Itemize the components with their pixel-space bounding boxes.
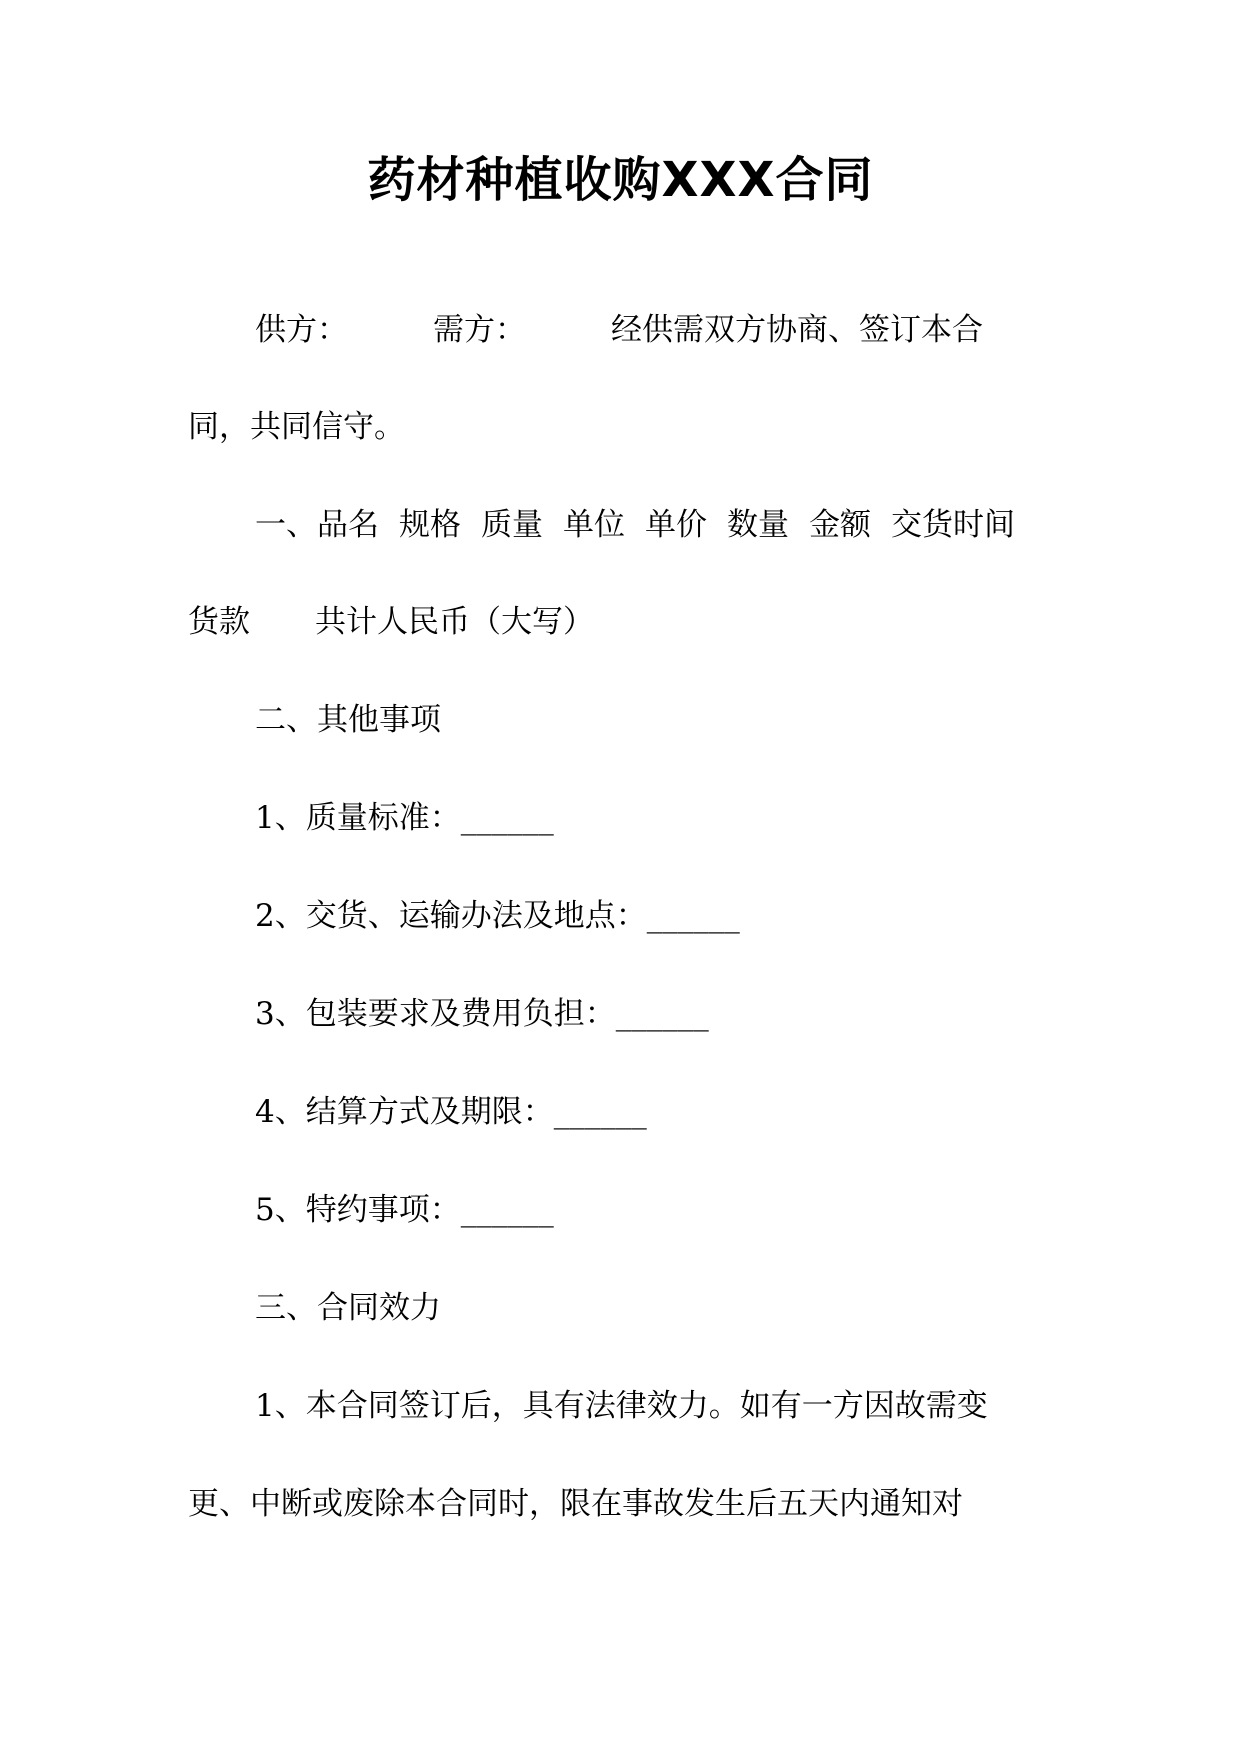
supplier-label: 供方： <box>255 312 348 348</box>
section2-item: 5、特约事项：______ <box>255 1192 554 1228</box>
section2-item: 4、结算方式及期限：______ <box>255 1094 647 1130</box>
section2-heading: 二、其他事项 <box>255 702 441 738</box>
payment-row <box>188 602 594 642</box>
section2-item: 1、质量标准：______ <box>255 800 554 836</box>
intro-line-2: 同，共同信守。 <box>188 409 405 445</box>
column-label: 单位 <box>563 507 625 543</box>
section1-header-row <box>255 505 1015 545</box>
section2-item: 2、交货、运输办法及地点：______ <box>255 898 740 934</box>
column-label: 金额 <box>809 507 871 543</box>
total-label: 共计人民币（大写） <box>315 604 594 640</box>
column-label: 交货时间 <box>891 507 1015 543</box>
column-label: 规格 <box>399 507 461 543</box>
document-title: 药材种植收购XXX合同 <box>367 152 874 208</box>
section1-heading: 一、品名 <box>255 507 379 543</box>
column-label: 质量 <box>481 507 543 543</box>
column-label: 单价 <box>645 507 707 543</box>
section3-para1-line2: 更、中断或废除本合同时，限在事故发生后五天内通知对 <box>188 1486 963 1522</box>
intro-text-1: 经供需双方协商、签订本合 <box>611 312 983 348</box>
column-label: 数量 <box>727 507 789 543</box>
section2-item: 3、包装要求及费用负担：______ <box>255 996 709 1032</box>
payment-label: 货款 <box>188 604 250 640</box>
buyer-label: 需方： <box>433 312 526 348</box>
section3-para1-line1: 1、本合同签订后，具有法律效力。如有一方因故需变 <box>255 1388 988 1424</box>
intro-line-1 <box>255 310 983 350</box>
section3-heading: 三、合同效力 <box>255 1290 441 1326</box>
